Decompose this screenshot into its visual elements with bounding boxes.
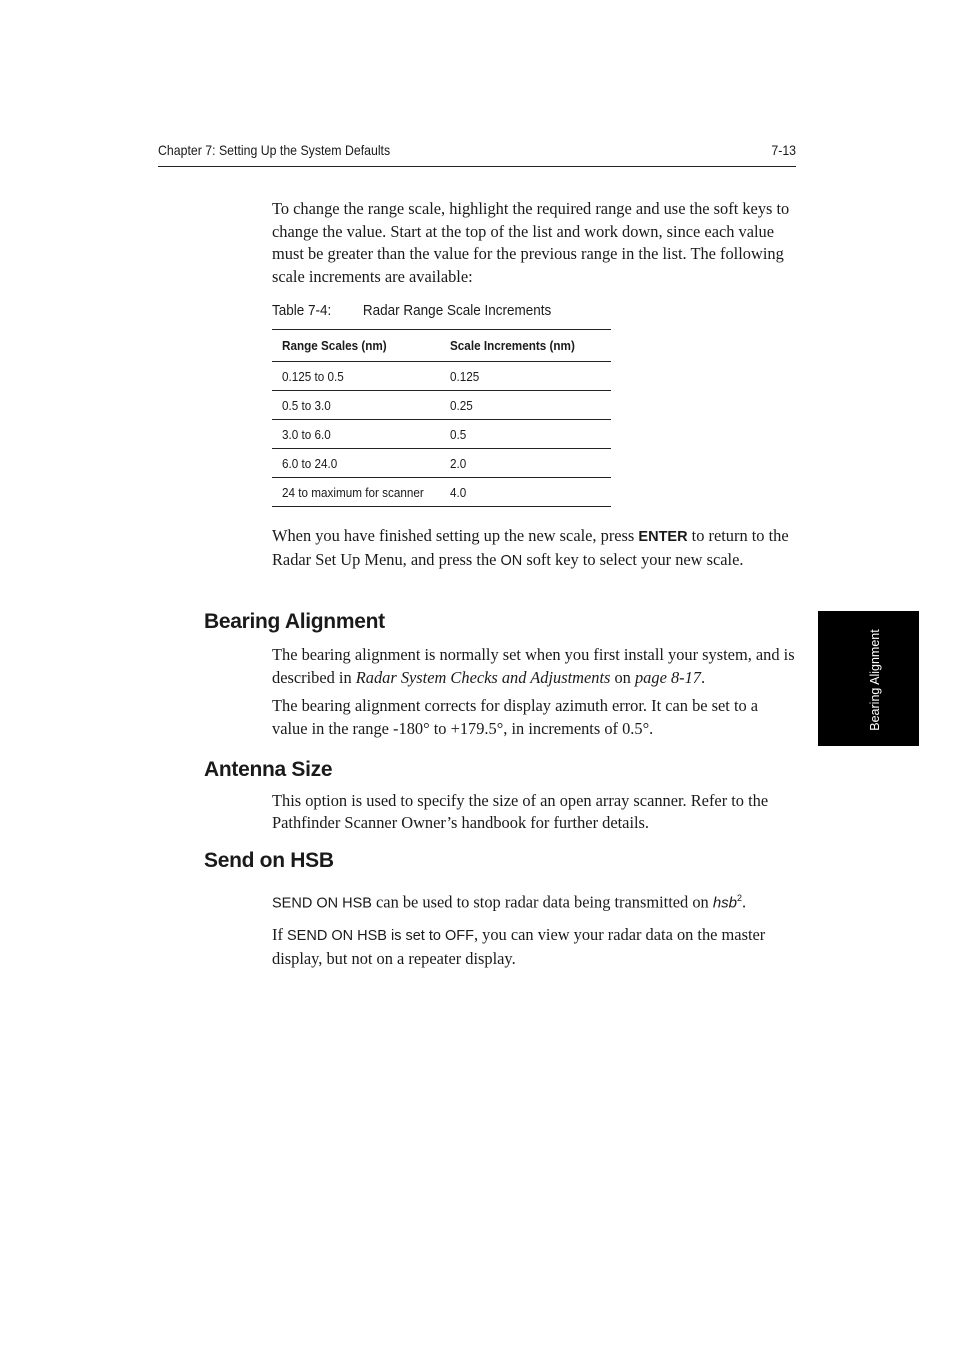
chapter-title: Chapter 7: Setting Up the System Defaults <box>158 142 391 158</box>
table-cell: 3.0 to 6.0 <box>272 420 440 449</box>
range-scale-table <box>272 329 611 507</box>
heading-send-on-hsb: Send on HSB <box>204 849 334 872</box>
table-cell: 0.25 <box>440 391 611 420</box>
intro-paragraph: To change the range scale, highlight the required range and use the soft keys to change the value. Start at the top of the list and work down, since each value must be greater than the value for the previous range in the list. The following scale increments are available: <box>272 199 790 286</box>
heading-bearing-alignment: Bearing Alignment <box>204 610 385 633</box>
table-title: Radar Range Scale Increments <box>362 302 552 319</box>
hsb-paragraph-1: SEND ON HSB can be used to stop radar data being transmitted on hsb$^2$. <box>272 892 747 912</box>
table-row <box>272 449 611 478</box>
intro-paragraph-block <box>272 198 796 288</box>
bearing-alignment-body <box>272 644 796 740</box>
table-cell: 24 to maximum for scanner <box>272 478 440 507</box>
table-row <box>272 362 611 391</box>
on-key-label: ON <box>500 552 523 569</box>
enter-key-label: ENTER <box>638 529 688 545</box>
hsb-superscript: 2 <box>737 893 743 903</box>
table-row <box>272 420 611 449</box>
running-header <box>158 141 796 167</box>
section-thumb-tab <box>818 611 919 746</box>
table-label: Table 7-4: <box>272 302 332 319</box>
table-cell: 2.0 <box>440 449 611 478</box>
table-cell: 0.5 <box>440 420 611 449</box>
table-caption <box>272 302 551 319</box>
table-header-cell: Scale Increments (nm) <box>440 330 611 362</box>
hsb-paragraph-2: If SEND ON HSB is set to OFF, you can view your radar data on the master display, but not on a repeater display. <box>272 925 766 968</box>
thumb-tab-label: Bearing Alignment <box>868 629 882 731</box>
finish-paragraph: When you have finished setting up the new scale, press ENTER to return to the Radar Set Up Menu, and press the ON soft key to select your new scale. <box>272 526 789 569</box>
hsb-term: hsb <box>712 894 738 912</box>
table-cell: 0.5 to 3.0 <box>272 391 440 420</box>
table-header-row <box>272 330 611 362</box>
bearing-paragraph-2: The bearing alignment corrects for display azimuth error. It can be set to a value in the range -180° to +179.5°, in increments of 0.5°. <box>272 696 759 738</box>
table-row <box>272 391 611 420</box>
bearing-paragraph-1: The bearing alignment is normally set when you first install your system, and is described in Radar System Checks and Adjustments on page 8-17. <box>272 645 795 687</box>
page-reference-link[interactable]: page 8-17 <box>634 667 701 687</box>
finish-paragraph-block <box>272 525 796 572</box>
off-value: OFF <box>444 928 474 945</box>
heading-antenna-size: Antenna Size <box>204 758 333 781</box>
table-cell: 0.125 to 0.5 <box>272 362 440 391</box>
table-cell: 6.0 to 24.0 <box>272 449 440 478</box>
page-number: 7-13 <box>771 142 796 158</box>
send-on-hsb-option: SEND ON HSB <box>272 895 372 912</box>
table-row <box>272 478 611 507</box>
table-header-cell: Range Scales (nm) <box>272 330 440 362</box>
table-cell: 0.125 <box>440 362 611 391</box>
antenna-paragraph: This option is used to specify the size of an open array scanner. Refer to the Pathfinder Scanner Owner’s handbook for further details. <box>272 791 769 832</box>
antenna-size-body <box>272 790 796 833</box>
cross-reference-link[interactable]: Radar System Checks and Adjustments <box>355 667 611 687</box>
send-on-hsb-option: SEND ON HSB <box>287 928 387 945</box>
send-on-hsb-body <box>272 887 796 970</box>
table-cell: 4.0 <box>440 478 611 507</box>
